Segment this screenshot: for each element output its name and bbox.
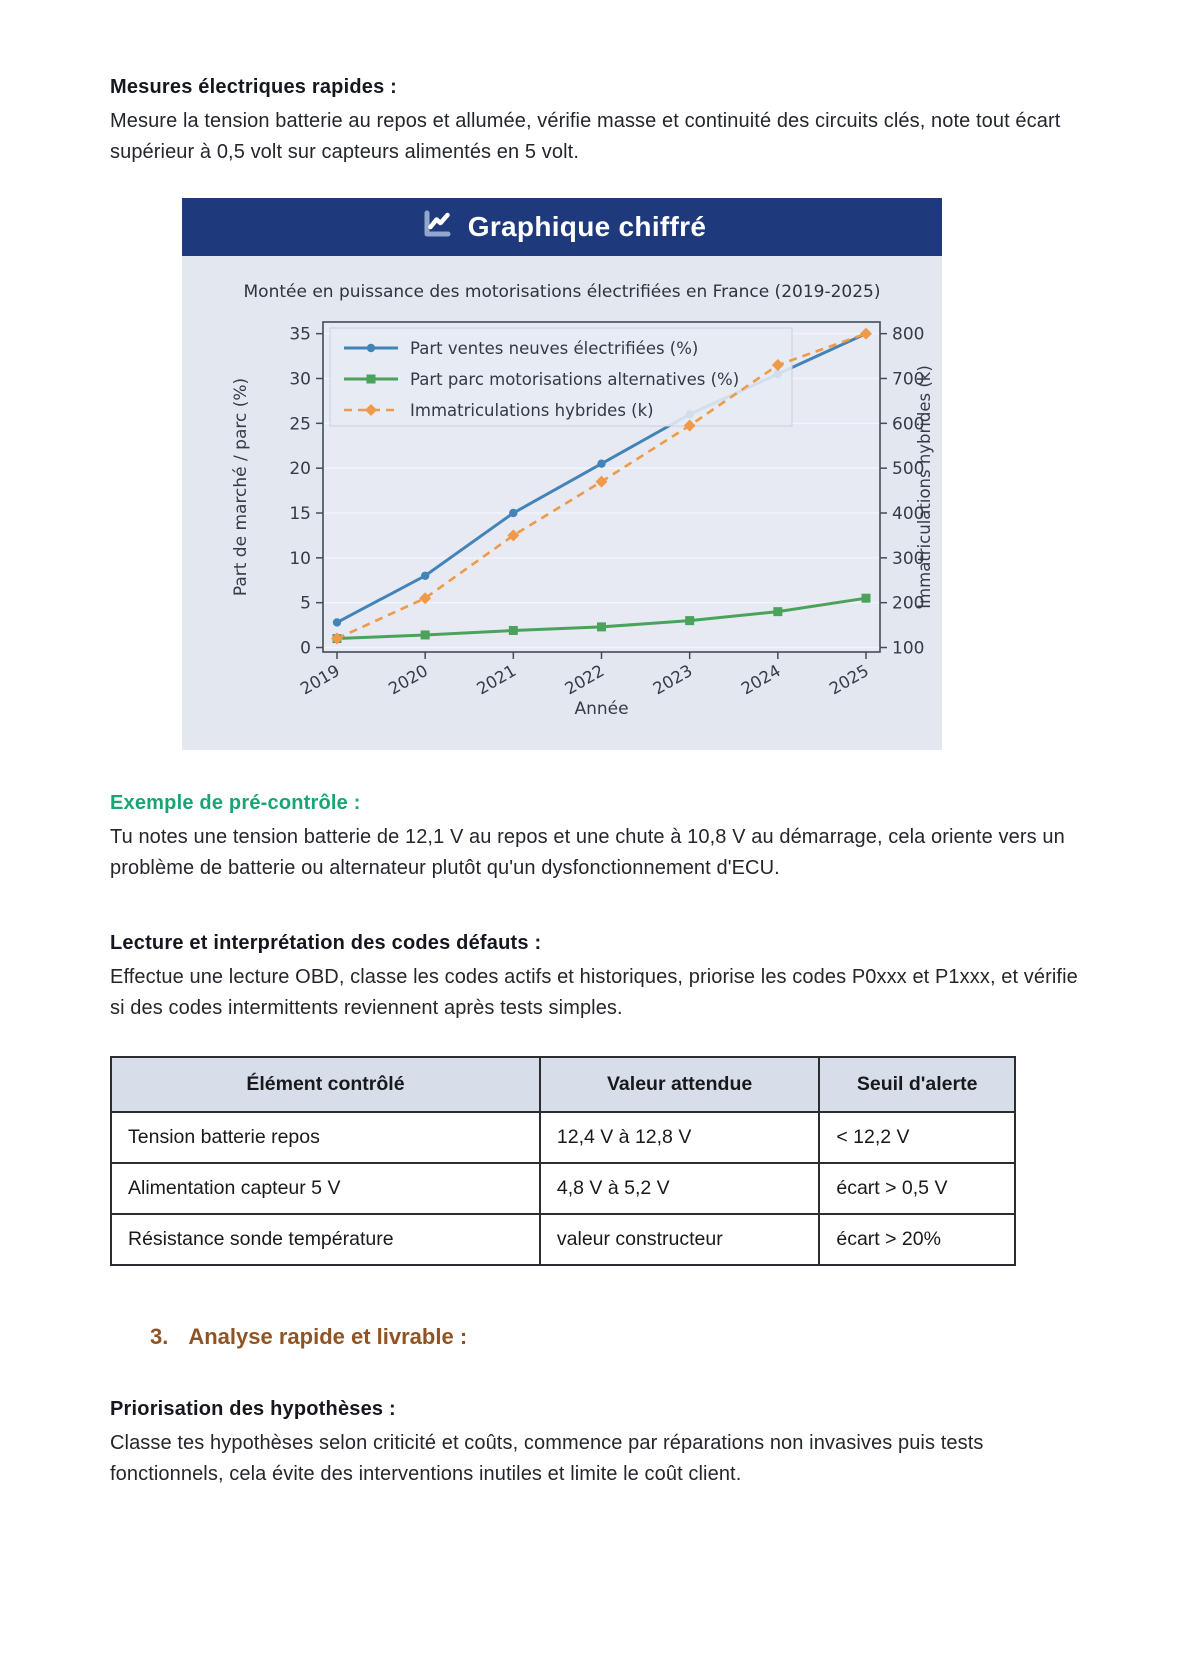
table-cell: 4,8 V à 5,2 V — [540, 1163, 819, 1214]
section-body-priorisation: Classe tes hypothèses selon criticité et coûts, commence par réparations non invasives puis tests fonctionnels, cela évite des interventions inutiles et limite le coût client. — [110, 1432, 984, 1485]
data-point — [421, 630, 430, 639]
y-tick-label: 5 — [300, 593, 311, 614]
section-body-lecture: Effectue une lecture OBD, classe les codes actifs et historiques, priorise les codes P0xxx et P1xxx, et vérifie si des codes intermittents reviennent après tests simples. — [110, 966, 1078, 1019]
data-point — [367, 375, 376, 384]
section-heading-exemple: Exemple de pré-contrôle : — [110, 792, 361, 814]
y-tick-label: 35 — [289, 324, 311, 345]
chart-panel-header — [182, 198, 942, 256]
y-axis-label-left: Part de marché / parc (%) — [231, 377, 251, 597]
table-body — [111, 1112, 1015, 1265]
data-point — [862, 594, 871, 603]
chart-svg — [182, 314, 942, 726]
section-number: 3. — [150, 1324, 169, 1349]
y-tick-label: 10 — [289, 548, 311, 569]
data-point — [367, 344, 375, 352]
y2-tick-label: 700 — [892, 369, 925, 390]
data-point — [333, 618, 341, 626]
table-cell: 12,4 V à 12,8 V — [540, 1112, 819, 1163]
x-tick-label: 2022 — [561, 661, 608, 699]
data-point — [509, 509, 517, 517]
y-tick-label: 15 — [289, 504, 311, 525]
table-header-row — [111, 1057, 1015, 1112]
section-heading-lecture: Lecture et interprétation des codes défauts : — [110, 932, 542, 954]
chart-panel-body — [182, 256, 942, 750]
data-point — [597, 622, 606, 631]
table-cell: Tension batterie repos — [111, 1112, 540, 1163]
x-tick-label: 2024 — [737, 661, 784, 699]
table-header-cell: Valeur attendue — [540, 1057, 819, 1112]
y2-tick-label: 800 — [892, 324, 925, 345]
x-axis-label: Année — [574, 699, 629, 719]
y2-tick-label: 300 — [892, 548, 925, 569]
data-point — [509, 626, 518, 635]
table-cell: valeur constructeur — [540, 1214, 819, 1265]
y2-tick-label: 600 — [892, 414, 925, 435]
chart-line-icon — [418, 207, 454, 248]
table-cell: < 12,2 V — [819, 1112, 1015, 1163]
chart-panel — [182, 198, 942, 750]
x-tick-label: 2019 — [297, 661, 343, 699]
x-tick-label: 2025 — [826, 661, 872, 699]
x-tick-label: 2021 — [473, 661, 520, 699]
section-body-exemple: Tu notes une tension batterie de 12,1 V au repos et une chute à 10,8 V au démarrage, cela oriente vers un problème de batterie ou alternateur plutôt qu'un dysfonctionnement d'ECU. — [110, 826, 1065, 879]
y-tick-label: 30 — [289, 369, 311, 390]
table-row — [111, 1163, 1015, 1214]
table-header-cell: Élément contrôlé — [111, 1057, 540, 1112]
table-row — [111, 1112, 1015, 1163]
y2-tick-label: 100 — [892, 638, 925, 659]
table-cell: Résistance sonde température — [111, 1214, 540, 1265]
section-heading-mesures: Mesures électriques rapides : — [110, 76, 398, 98]
legend-label: Immatriculations hybrides (k) — [410, 401, 654, 420]
y2-tick-label: 500 — [892, 459, 925, 480]
table-cell: écart > 0,5 V — [819, 1163, 1015, 1214]
data-point — [597, 459, 605, 467]
y2-tick-label: 200 — [892, 593, 925, 614]
y-axis-label-right: Immatriculations hybrides (k) — [915, 365, 934, 609]
numbered-section-heading — [150, 1316, 1090, 1350]
data-point — [685, 616, 694, 625]
section-title: Analyse rapide et livrable : — [188, 1324, 468, 1349]
x-tick-label: 2023 — [649, 661, 696, 699]
control-values-table — [110, 1056, 1016, 1266]
y-tick-label: 25 — [289, 414, 311, 435]
chart-panel-title: Graphique chiffré — [467, 211, 707, 242]
data-point — [421, 572, 429, 580]
x-tick-label: 2020 — [385, 661, 432, 699]
y-tick-label: 0 — [300, 638, 311, 659]
legend-label: Part ventes neuves électrifiées (%) — [410, 339, 699, 358]
table-row — [111, 1214, 1015, 1265]
data-point — [773, 607, 782, 616]
section-body-mesures: Mesure la tension batterie au repos et allumée, vérifie masse et continuité des circuits clés, note tout écart supérieur à 0,5 volt sur capteurs alimentés en 5 volt. — [110, 110, 1061, 163]
table-cell: écart > 20% — [819, 1214, 1015, 1265]
legend-label: Part parc motorisations alternatives (%) — [410, 370, 740, 389]
table-cell: Alimentation capteur 5 V — [111, 1163, 540, 1214]
chart-title: Montée en puissance des motorisations électrifiées en France (2019-2025) — [243, 282, 881, 302]
section-heading-priorisation: Priorisation des hypothèses : — [110, 1398, 396, 1420]
table-header-cell: Seuil d'alerte — [819, 1057, 1015, 1112]
y2-tick-label: 400 — [892, 504, 925, 525]
y-tick-label: 20 — [289, 459, 311, 480]
